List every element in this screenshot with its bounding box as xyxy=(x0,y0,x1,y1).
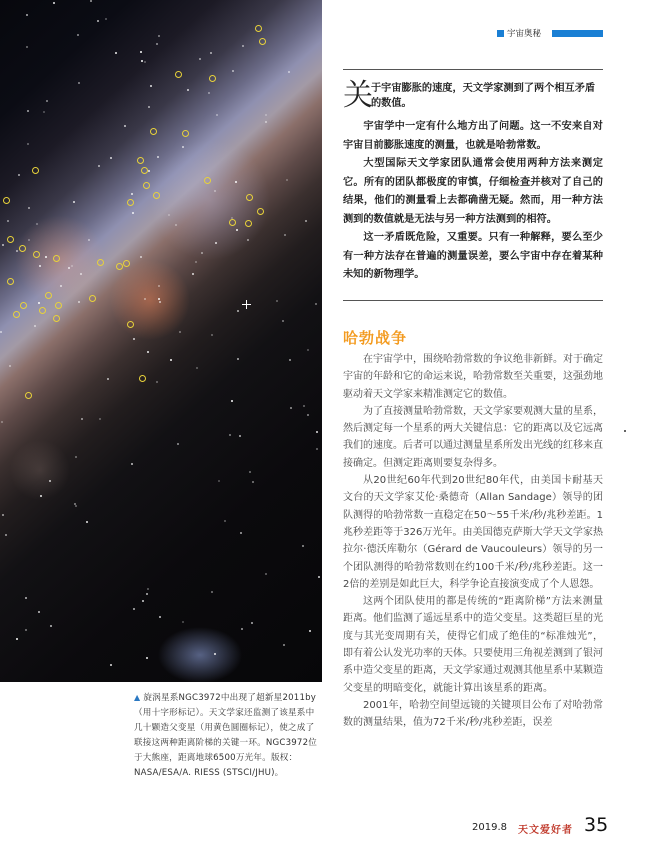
star xyxy=(9,365,11,367)
intro-paragraph: 这一矛盾既危险，又重要。只有一种解释，要么至少有一种方法存在普遍的测量误差，要么宇宙中存在着某种未知的新物理学。 xyxy=(343,232,603,280)
star xyxy=(240,532,242,534)
star xyxy=(50,625,52,627)
cepheid-circle-marker xyxy=(153,192,160,199)
star xyxy=(208,92,210,94)
star xyxy=(170,359,172,361)
star xyxy=(105,18,107,20)
star xyxy=(34,325,36,327)
star xyxy=(215,242,217,244)
body-paragraph: 为了直接测量哈勃常数，天文学家要观测大量的星系，然后测定每一个星系的两大关键信息：它的距离以及它远离我们的速度。后者可以通过测量星系所发出光线的红移来直接确定。但测定距离则要复杂得多。 xyxy=(343,405,603,469)
star xyxy=(289,359,291,361)
cepheid-circle-marker xyxy=(141,167,148,174)
cepheid-circle-marker xyxy=(55,302,62,309)
star xyxy=(159,616,161,618)
caption-text: 旋涡星系NGC3972中出现了超新星2011by（用十字形标记）。天文学家还监测了该星系中几十颗造父变星（用黄色圆圈标记），使之成了联接这两种距离阶梯的关键一环。NGC3972位于大熊座，距离地球6500万光年。版权：NASA/ESA/A. RIESS (STSCI/JHU)。 xyxy=(134,693,318,778)
star xyxy=(26,14,28,16)
star xyxy=(236,229,238,231)
star xyxy=(132,212,134,214)
cepheid-circle-marker xyxy=(25,392,32,399)
star xyxy=(147,351,149,353)
star xyxy=(115,52,117,54)
star xyxy=(283,644,285,646)
star xyxy=(133,608,135,610)
star xyxy=(90,0,92,2)
star xyxy=(146,593,148,595)
cepheid-circle-marker xyxy=(150,128,157,135)
star xyxy=(229,434,231,436)
star xyxy=(265,114,267,116)
cepheid-circle-marker xyxy=(19,245,26,252)
star xyxy=(214,190,216,192)
star xyxy=(265,121,267,123)
star xyxy=(1,421,3,423)
supernova-cross-marker xyxy=(242,300,251,309)
star xyxy=(302,545,304,547)
section-heading: 哈勃战争 xyxy=(343,329,408,347)
cepheid-circle-marker xyxy=(32,167,39,174)
star xyxy=(211,591,213,593)
star xyxy=(158,298,160,300)
star xyxy=(148,106,150,108)
cepheid-circle-marker xyxy=(45,292,52,299)
star xyxy=(316,448,318,450)
star xyxy=(7,220,9,222)
star xyxy=(75,456,77,458)
star xyxy=(78,301,80,303)
star xyxy=(60,285,62,287)
cepheid-circle-marker xyxy=(229,219,236,226)
star xyxy=(73,201,75,203)
star xyxy=(98,165,100,167)
star xyxy=(144,298,146,300)
cepheid-circle-marker xyxy=(7,236,14,243)
cepheid-circle-marker xyxy=(53,255,60,262)
star xyxy=(182,146,184,148)
star xyxy=(147,588,149,590)
star xyxy=(140,51,142,53)
star xyxy=(2,244,4,246)
star xyxy=(232,70,234,72)
star xyxy=(107,378,109,380)
star xyxy=(288,71,290,73)
star xyxy=(315,303,317,305)
cepheid-circle-marker xyxy=(204,177,211,184)
star xyxy=(110,157,112,159)
cepheid-circle-marker xyxy=(97,259,104,266)
star xyxy=(235,181,237,183)
star xyxy=(28,239,30,241)
cepheid-circle-marker xyxy=(209,75,216,82)
star xyxy=(88,239,90,241)
body-paragraph: 这两个团队使用的都是传统的“距离阶梯”方法来测量距离。他们监测了遥远星系中的造父变星。这类超巨星的光度与其光变周期有关，使得它们成了绝佳的“标准烛光”，即有着公认发光功率的天体。只要使用三角视差测到了银河系中造父变星的距离，天文学家通过观测其他星系中某颗造父变星的明暗变化，就能计算出该星系的距离。 xyxy=(343,596,603,694)
cepheid-circle-marker xyxy=(116,263,123,270)
star xyxy=(158,35,160,37)
star xyxy=(218,480,220,482)
star xyxy=(305,220,307,222)
cepheid-circle-marker xyxy=(257,208,264,215)
cepheid-circle-marker xyxy=(143,182,150,189)
star xyxy=(177,443,179,445)
intro-paragraph: 大型国际天文学家团队通常会使用两种方法来测定它。所有的团队都极度的审慎，仔细检查并核对了自己的结果，他们的测量看上去都确凿无疑。然而，用一种方法测到的数值就是无法与另一种方法测到的相符。 xyxy=(343,158,603,225)
star xyxy=(25,597,27,599)
star xyxy=(182,621,184,623)
star xyxy=(237,358,239,360)
star xyxy=(237,310,239,312)
star xyxy=(140,256,142,258)
cepheid-circle-marker xyxy=(139,375,146,382)
star xyxy=(252,481,254,483)
star xyxy=(36,223,38,225)
star xyxy=(242,45,244,47)
star xyxy=(196,367,198,369)
cepheid-circle-marker xyxy=(127,199,134,206)
star xyxy=(282,320,284,322)
drop-cap: 关 xyxy=(343,78,373,113)
star xyxy=(284,234,286,236)
star xyxy=(318,576,320,578)
star xyxy=(142,600,144,602)
star xyxy=(146,657,148,659)
star xyxy=(45,256,47,258)
star xyxy=(158,285,160,287)
star xyxy=(18,174,20,176)
cepheid-circle-marker xyxy=(245,220,252,227)
star xyxy=(53,2,55,4)
star xyxy=(276,300,278,302)
caption-triangle-icon: ▲ xyxy=(134,693,141,702)
star xyxy=(241,628,243,630)
star xyxy=(201,252,203,254)
star xyxy=(46,100,48,102)
star xyxy=(210,52,212,54)
star xyxy=(156,43,158,45)
star xyxy=(195,261,197,263)
star xyxy=(77,34,79,36)
intro-lead: 于宇宙膨胀的速度，天文学家测到了两个相互矛盾的数值。 xyxy=(371,83,596,109)
star xyxy=(239,435,241,437)
star xyxy=(16,250,18,252)
cepheid-circle-marker xyxy=(53,315,60,322)
star xyxy=(27,143,29,145)
cepheid-circle-marker xyxy=(259,38,266,45)
star xyxy=(75,505,77,507)
star xyxy=(157,156,159,158)
star xyxy=(133,338,135,340)
section-body xyxy=(343,351,603,732)
star xyxy=(309,630,311,632)
star xyxy=(307,414,309,416)
star xyxy=(247,239,249,241)
footer-magazine-name: 天文爱好者 xyxy=(518,825,573,836)
cepheid-circle-marker xyxy=(89,295,96,302)
star xyxy=(131,463,133,465)
star xyxy=(150,85,152,87)
star xyxy=(43,111,45,113)
star xyxy=(211,334,213,336)
star xyxy=(141,60,143,62)
cepheid-circle-marker xyxy=(39,307,46,314)
star xyxy=(71,265,73,267)
star xyxy=(214,653,216,655)
star xyxy=(265,573,267,575)
star xyxy=(16,638,18,640)
star xyxy=(316,431,318,433)
star xyxy=(81,418,83,420)
star xyxy=(25,629,27,631)
star xyxy=(27,110,29,112)
body-paragraph: 2001年，哈勃空间望远镜的关键项目公布了对哈勃常数的测量结果，值为72千米/秒/兆秒差距，误差 xyxy=(343,699,603,729)
star xyxy=(286,179,288,181)
star xyxy=(0,331,2,333)
star xyxy=(156,381,158,383)
star xyxy=(99,418,101,420)
tag-square-icon xyxy=(497,30,504,37)
star xyxy=(68,267,70,269)
star xyxy=(131,193,133,195)
section-tag xyxy=(497,29,603,38)
section-tag-label: 宇宙奥秘 xyxy=(507,29,542,39)
body-paragraph: 从20世纪60年代到20世纪80年代，由美国卡耐基天文台的天文学家艾伦·桑德奇（Allan Sandage）领导的团队测得的哈勃常数一直稳定在50～55千米/秒/兆秒差距。1兆秒差距等于326万光年。由美国德克萨斯大学天文学家热拉尔·德沃库勒尔（Gérard de Vaucouleurs）领导的另一个团队测得的哈勃常数则在约100千米/秒/兆秒差距。这一2倍的差别是如此巨大，科学争论直接演变成了个人恩怨。 xyxy=(343,475,603,590)
intro-top-rule xyxy=(343,69,603,70)
star xyxy=(290,407,292,409)
star xyxy=(86,521,88,523)
star xyxy=(231,400,233,402)
cepheid-circle-marker xyxy=(246,194,253,201)
star xyxy=(187,89,189,91)
footer-date: 2019.8 xyxy=(472,822,507,833)
margin-dot xyxy=(624,430,626,432)
star xyxy=(231,217,233,219)
cepheid-circle-marker xyxy=(7,278,14,285)
body-paragraph: 在宇宙学中，围绕哈勃常数的争议绝非新鲜。对于确定宇宙的年龄和它的命运来说，哈勃常数至关重要，这强劲地驱动着天文学家来精准测定它的数值。 xyxy=(343,354,603,400)
star xyxy=(2,514,4,516)
star xyxy=(38,611,40,613)
page-number: 35 xyxy=(584,814,609,836)
star xyxy=(192,273,194,275)
cepheid-circle-marker xyxy=(182,130,189,137)
star xyxy=(28,207,30,209)
cepheid-circle-marker xyxy=(13,311,20,318)
star xyxy=(251,622,253,624)
intro-body xyxy=(343,118,603,285)
intro-paragraph: 宇宙学中一定有什么地方出了问题。这一不安来自对宇宙目前膨胀速度的测量，也就是哈勃常数。 xyxy=(343,121,603,151)
star xyxy=(39,265,41,267)
cepheid-circle-marker xyxy=(175,71,182,78)
star xyxy=(78,82,80,84)
star xyxy=(49,480,51,482)
star xyxy=(5,534,7,536)
star xyxy=(303,405,305,407)
star xyxy=(148,170,150,172)
star xyxy=(74,503,76,505)
cepheid-circle-marker xyxy=(33,251,40,258)
star xyxy=(97,20,99,22)
cepheid-circle-marker xyxy=(3,197,10,204)
star xyxy=(26,46,28,48)
cepheid-circle-marker xyxy=(255,25,262,32)
galaxy-image xyxy=(0,0,322,682)
image-caption xyxy=(134,690,322,781)
cepheid-circle-marker xyxy=(137,157,144,164)
star xyxy=(249,471,251,473)
star xyxy=(168,214,170,216)
star xyxy=(179,331,181,333)
star xyxy=(40,495,42,497)
cepheid-circle-marker xyxy=(20,302,27,309)
star xyxy=(307,349,309,351)
star xyxy=(199,58,201,60)
cepheid-circle-marker xyxy=(127,321,134,328)
intro-bottom-rule xyxy=(343,300,603,301)
star xyxy=(216,114,218,116)
star xyxy=(159,301,161,303)
star xyxy=(110,664,112,666)
star xyxy=(224,520,226,522)
star xyxy=(144,61,146,63)
cepheid-circle-marker xyxy=(123,260,130,267)
tag-bar-decoration xyxy=(552,30,603,37)
star xyxy=(124,125,126,127)
star xyxy=(80,273,82,275)
star xyxy=(175,224,177,226)
star xyxy=(38,302,40,304)
